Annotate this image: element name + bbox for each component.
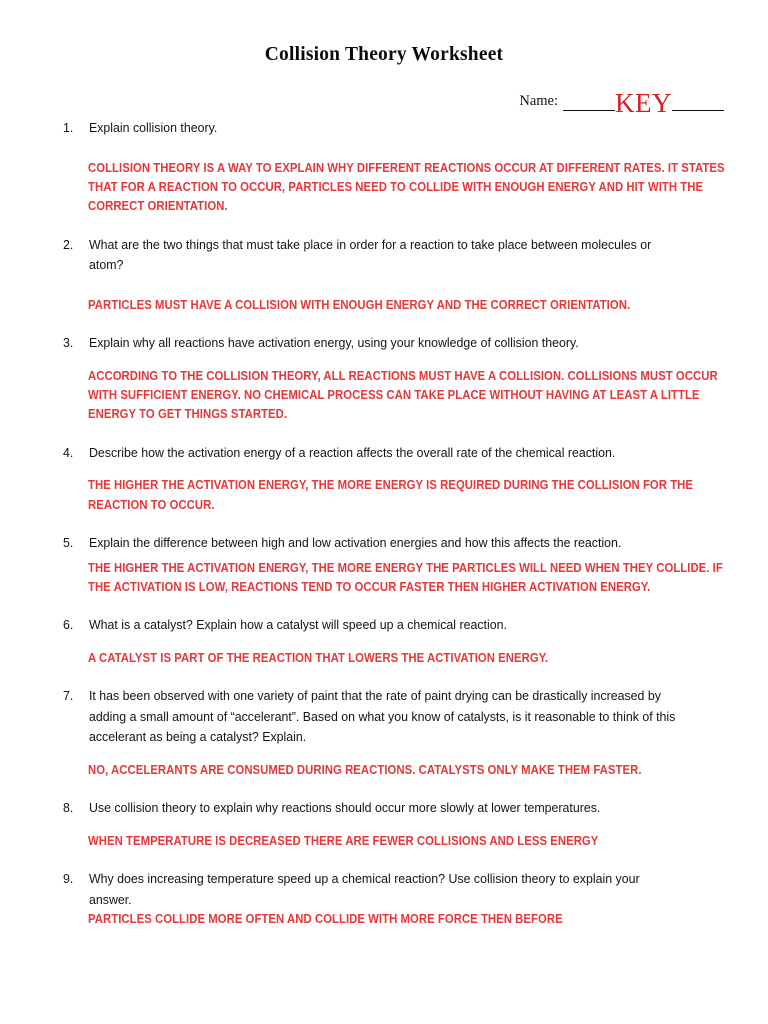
question-row-5 [63,533,723,554]
question-text-2: What are the two things that must take place in order for a reaction to take place between molecules or atom? [89,236,652,273]
question-item-2 [63,235,723,315]
question-item-4 [63,443,723,515]
question-number-4: 4. [63,444,74,460]
question-text-3: Explain why all reactions have activation energy, using your knowledge of collision theory. [89,335,579,351]
question-item-5 [63,533,723,597]
question-number-6: 6. [63,617,74,633]
question-number-1: 1. [63,120,74,135]
answer-text-8: WHEN TEMPERATURE IS DECREASED THERE ARE FEWER COLLISIONS AND LESS ENERGY [88,833,599,848]
question-text-1: Explain collision theory. [89,120,218,135]
answer-text-2: PARTICLES MUST HAVE A COLLISION WITH ENOUGH ENERGY AND THE CORRECT ORIENTATION. [88,297,631,312]
answer-text-4: THE HIGHER THE ACTIVATION ENERGY, THE MORE ENERGY IS REQUIRED DURING THE COLLISION FOR THE REACTION TO OCCUR. [88,478,694,512]
answer-text-3: ACCORDING TO THE COLLISION THEORY, ALL REACTIONS MUST HAVE A COLLISION. COLLISIONS MUST OCCUR WITH SUFFICIENT ENERGY. NO CHEMICAL PROCESS CAN TAKE PLACE WITHOUT HAVING AT LEAST A LITTLE ENERGY TO GET THINGS STARTED. [88,368,718,422]
answer-text-1: COLLISION THEORY IS A WAY TO EXPLAIN WHY DIFFERENT REACTIONS OCCUR AT DIFFERENT RATES. IT STATES THAT FOR A REACTION TO OCCUR, PARTICLES NEED TO COLLIDE WITH ENOUGH ENERGY AND HIT WITH THE CORRECT ORIENTATION. [88,160,725,214]
question-row-2 [63,235,723,276]
question-number-2: 2. [63,236,74,252]
question-text-4: Describe how the activation energy of a reaction affects the overall rate of the chemical reaction. [89,444,616,460]
question-number-8: 8. [63,800,74,816]
question-item-6 [63,615,723,668]
name-blank-left [563,93,615,111]
question-row-7 [63,686,723,748]
question-item-8 [63,798,723,851]
question-text-7: It has been observed with one variety of paint that the rate of paint drying can be drastically increased by adding a small amount of “accelerant”. Based on what you know of catalysts, is it reasonable to think of this accelerant as being a catalyst? Explain. [89,688,676,745]
name-blank-right [672,93,724,111]
question-number-3: 3. [63,335,74,351]
question-row-6 [63,615,723,636]
name-value-key: KEY [615,88,672,118]
question-row-8 [63,798,723,819]
question-number-7: 7. [63,688,74,704]
question-item-3 [63,333,723,425]
question-row-9 [63,869,723,910]
answer-text-7: NO, ACCELERANTS ARE CONSUMED DURING REACTIONS. CATALYSTS ONLY MAKE THEM FASTER. [88,762,642,777]
answer-text-6: A CATALYST IS PART OF THE REACTION THAT LOWERS THE ACTIVATION ENERGY. [88,650,549,665]
question-list [63,118,723,930]
question-number-9: 9. [63,871,74,887]
question-item-7 [63,686,723,780]
question-item-9 [63,869,723,929]
question-text-8: Use collision theory to explain why reactions should occur more slowly at lower temperatures. [89,800,601,816]
page-title: Collision Theory Worksheet [264,44,504,65]
answer-text-9: PARTICLES COLLIDE MORE OFTEN AND COLLIDE WITH MORE FORCE THEN BEFORE [88,912,563,927]
question-text-6: What is a catalyst? Explain how a catalyst will speed up a chemical reaction. [89,617,507,633]
question-text-9: Why does increasing temperature speed up a chemical reaction? Use collision theory to explain your answer. [89,871,640,907]
name-field-line [519,88,724,118]
answer-text-5: THE HIGHER THE ACTIVATION ENERGY, THE MORE ENERGY THE PARTICLES WILL NEED WHEN THEY COLLIDE. IF THE ACTIVATION IS LOW, REACTIONS TEND TO OCCUR FASTER THEN HIGHER ACTIVATION ENERGY. [88,560,723,595]
question-item-1 [63,118,723,217]
question-row-3 [63,333,723,354]
question-row-1 [63,118,723,139]
question-number-5: 5. [63,535,74,551]
question-row-4 [63,443,723,464]
name-label: Name: [519,92,558,109]
question-text-5: Explain the difference between high and low activation energies and how this affects the reaction. [89,535,622,551]
